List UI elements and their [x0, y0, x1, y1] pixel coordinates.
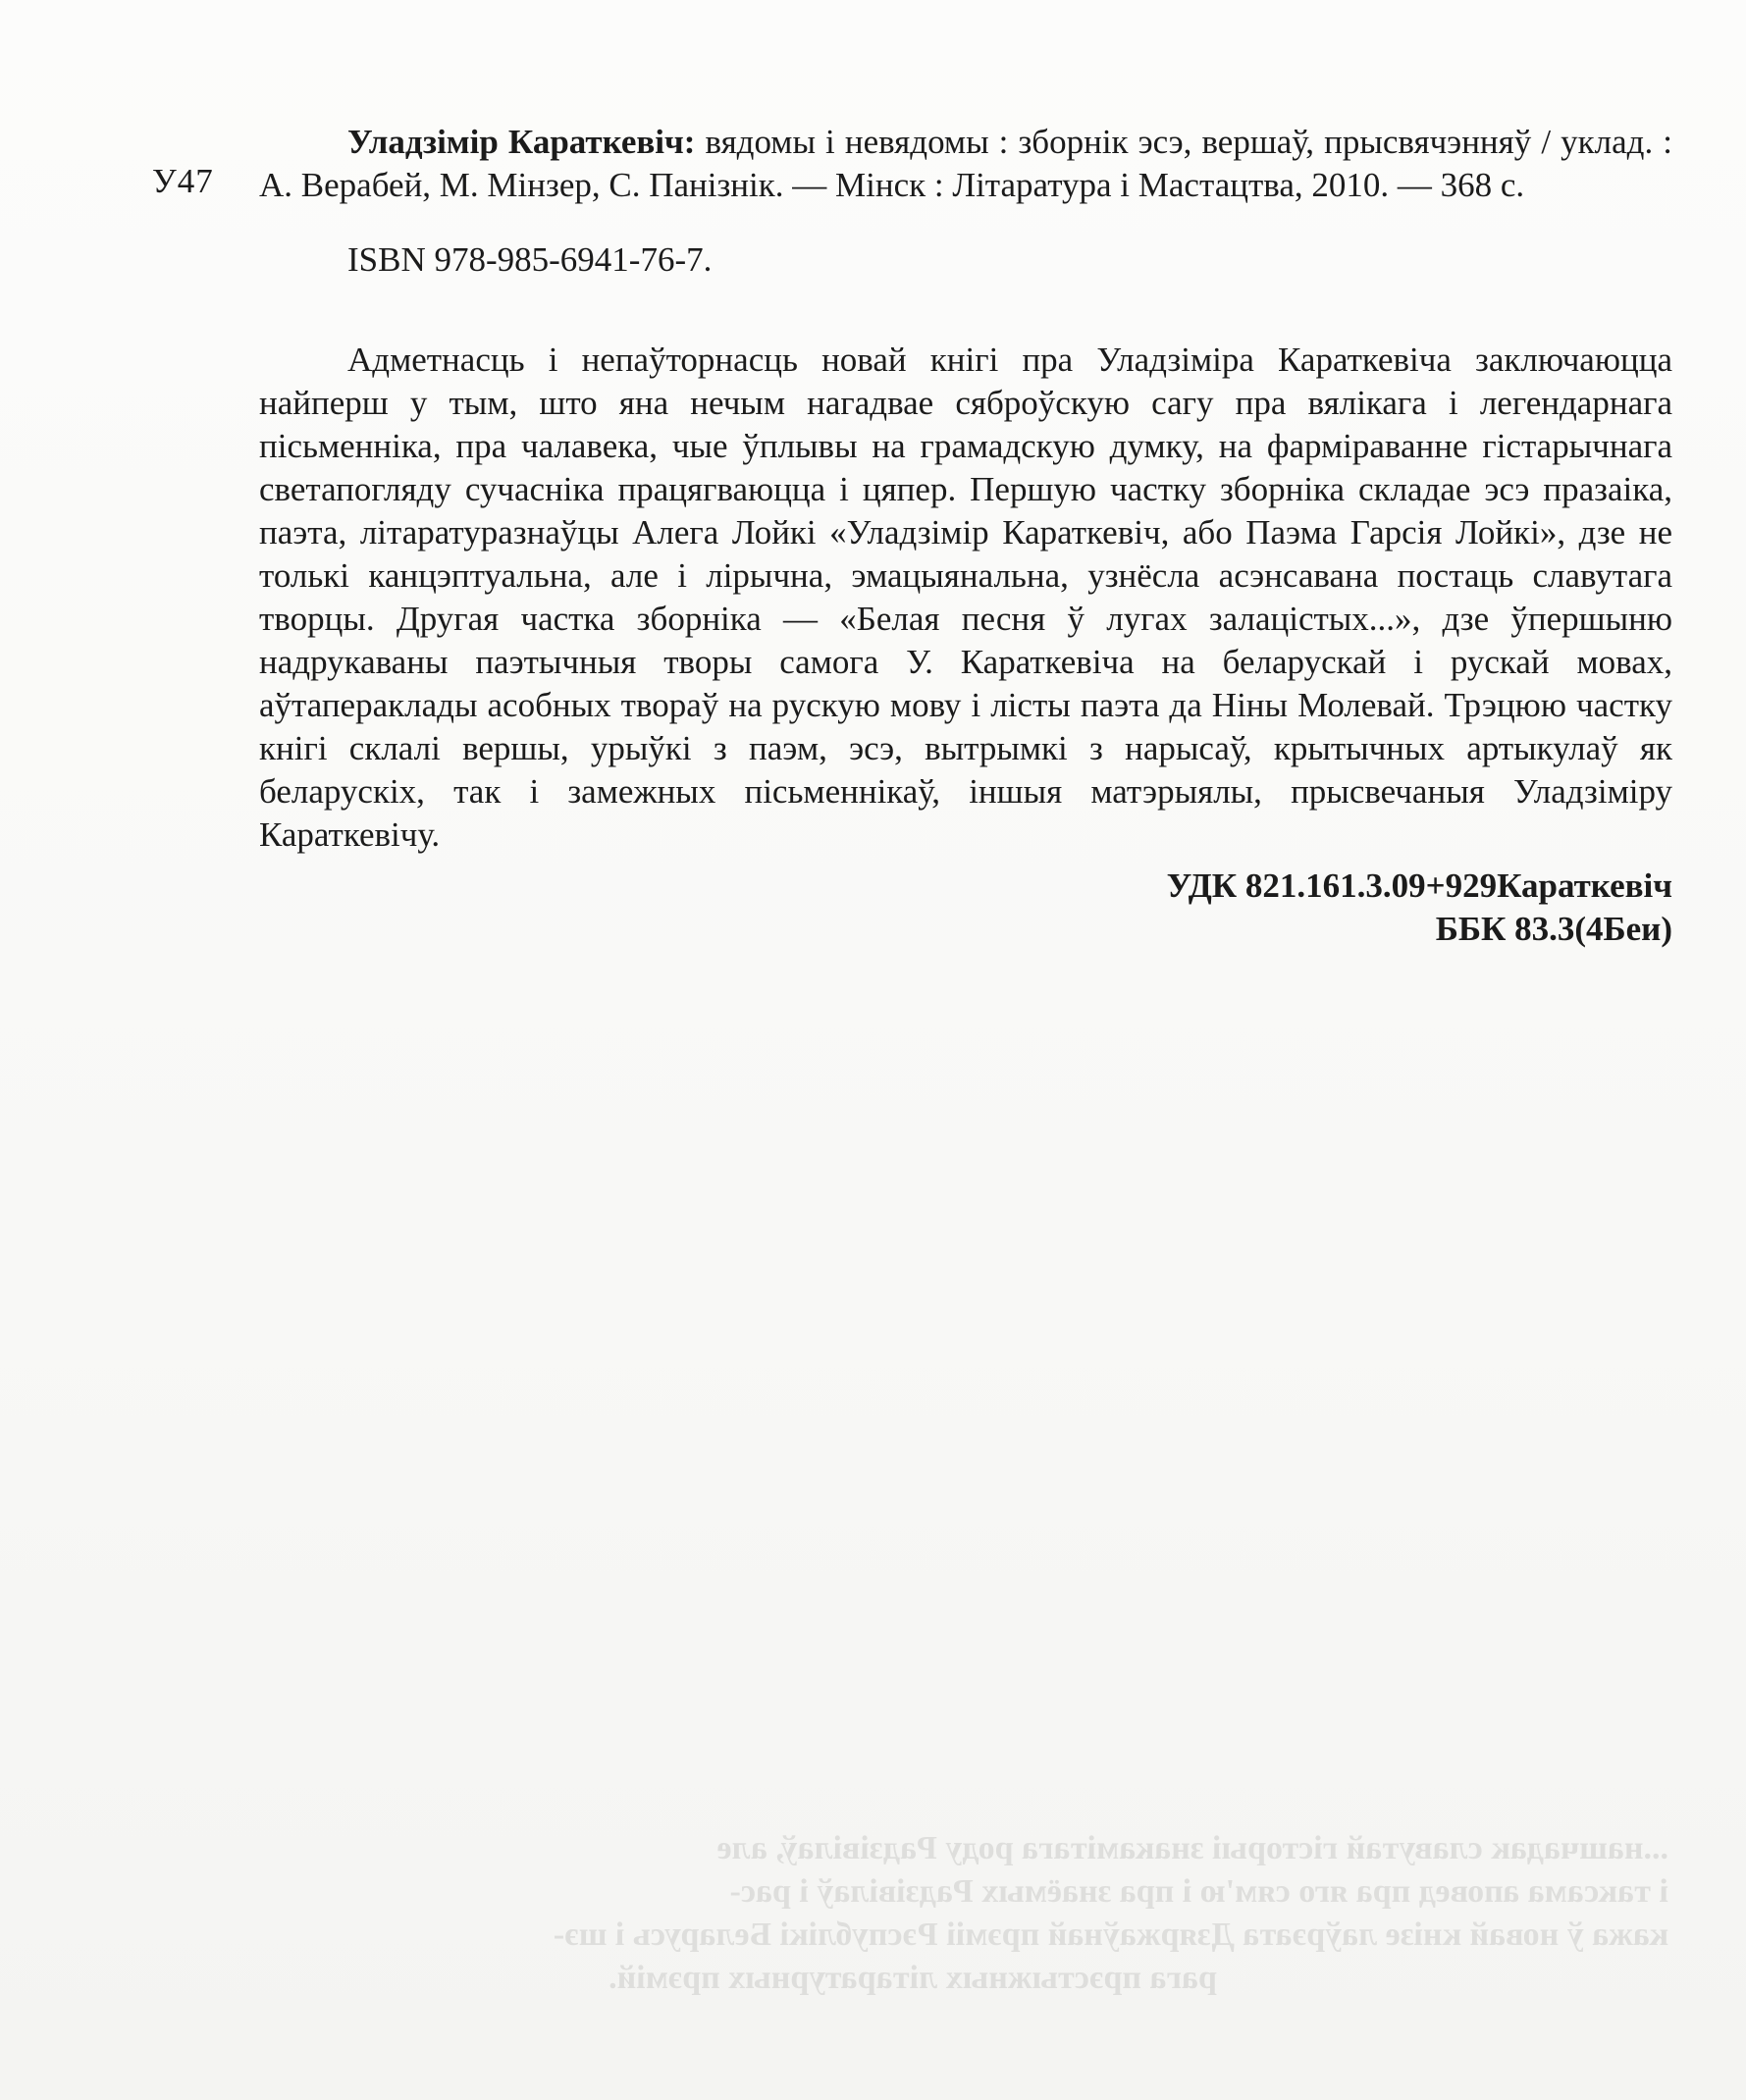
author-heading: Уладзімір Караткевіч: [347, 123, 696, 161]
udk-code: УДК 821.161.3.09+929Караткевіч [1166, 866, 1672, 905]
bibliographic-record [259, 121, 1672, 207]
isbn: ISBN 978-985-6941-76-7. [347, 240, 713, 279]
index-code: У47 [152, 162, 214, 200]
bleed-line: кажа ў новай кнізе лаўрэата Дзяржаўнай прэміі Рэспублікі Беларусь і шэ- [553, 1916, 1668, 1953]
bleed-through-text [157, 1827, 1668, 2000]
bbk-code: ББК 83.3(4Беи) [1435, 910, 1672, 948]
bleed-line: рага прэстыжных літаратурных прэмій. [608, 1960, 1217, 1996]
bleed-line: і таксама аповед пра яго сям'ю і пра знаёмых Радзівілаў і рас- [729, 1873, 1668, 1910]
bibliographic-description: вядомы і невядомы : зборнік эсэ, вершаў, прысвячэнняў / уклад. : А. Верабей, М. Мінзер, С. Панізнік. — Мінск : Літаратура і Мастацтва, 2010. — 368 с. [259, 123, 1672, 204]
classification-block [259, 865, 1672, 951]
bleed-line: ...нашчадак славутай гісторыі знакамітага роду Радзівілаў, але [716, 1830, 1668, 1866]
catalog-card [259, 121, 1672, 951]
annotation: Адметнасць і непаўторнасць новай кнігі пра Уладзіміра Караткевіча заключаюцца найперш у тым, што яна нечым нагадвае сяброўскую сагу пра вялікага і легендарнага пісьменніка, пра чалавека, чые ўплывы на грамадскую думку, на фарміраванне гістарычнага светапогляду сучасніка працягваюцца і цяпер. Першую частку зборніка складае эсэ празаіка, паэта, літаратуразнаўцы Алега Лойкі «Уладзімір Караткевіч, або Паэма Гарсія Лойкі», дзе не толькі канцэптуальна, але і лірычна, эмацыянальна, узнёсла асэнсавана постаць славутага творцы. Другая частка зборніка — «Белая песня ў лугах залацістых...», дзе ўпершыню надрукаваны паэтычныя творы самога У. Караткевіча на беларускай і рускай мовах, аўтапераклады асобных твораў на рускую мову і лісты паэта да Ніны Молевай. Трэцюю частку кнігі склалі вершы, урыўкі з паэм, эсэ, вытрымкі з нарысаў, крытычных артыкулаў як беларускіх, так і замежных пісьменнікаў, іншыя матэрыялы, прысвечаныя Уладзіміру Караткевічу. [259, 341, 1672, 854]
